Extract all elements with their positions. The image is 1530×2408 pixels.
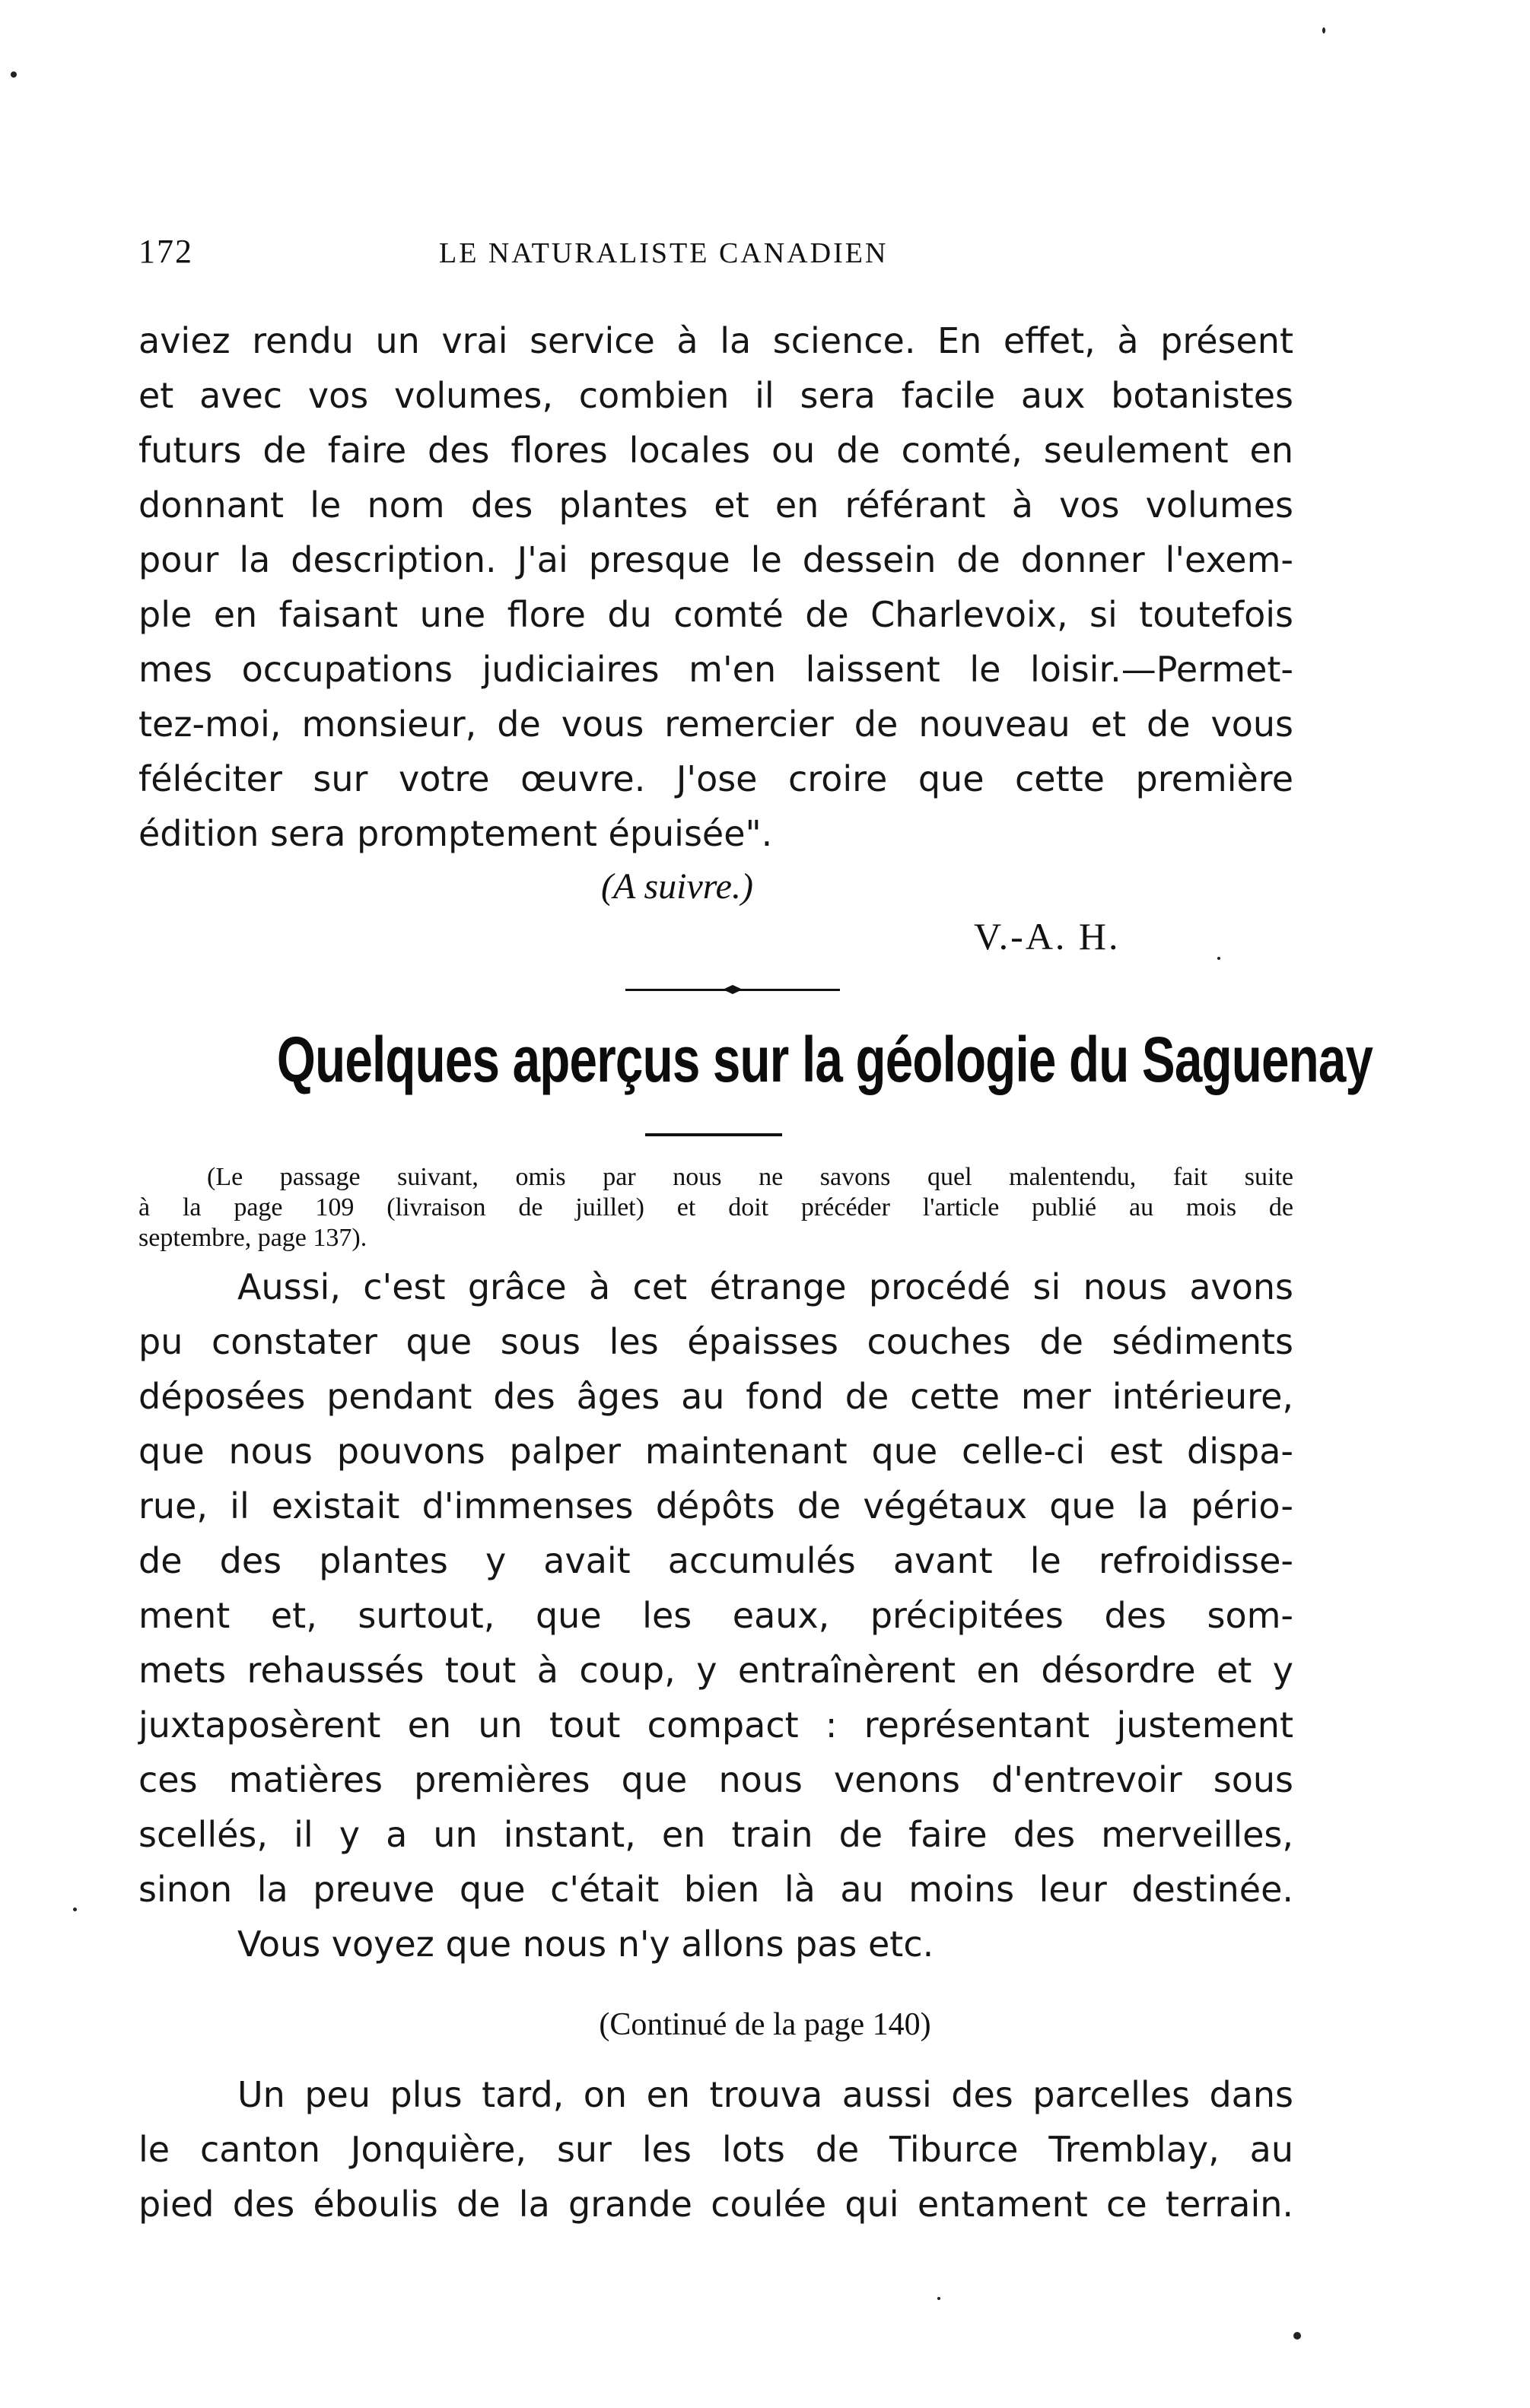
editorial-note (138, 1162, 1293, 1253)
text-line: mes occupations judiciaires m'en laissent le loisir.—Permet- (138, 649, 1293, 690)
section-divider-ornament (625, 984, 840, 995)
text-line: ces matières premières que nous venons d'entrevoir sous (138, 1759, 1293, 1800)
continued-from-note: (Continué de la page 140) (599, 2007, 931, 2042)
note-line: septembre, page 137). (138, 1224, 367, 1252)
text-line: scellés, il y a un instant, en train de faire des merveilles, (138, 1814, 1293, 1855)
title-underline-rule (645, 1133, 782, 1136)
text-line: Aussi, c'est grâce à cet étrange procédé si nous avons (237, 1266, 1293, 1307)
text-line: que nous pouvons palper maintenant que celle-ci est dispa- (138, 1431, 1293, 1472)
text-line: rue, il existait d'immenses dépôts de végétaux que la pério- (138, 1485, 1293, 1526)
text-line: et avec vos volumes, combien il sera facile aux botanistes (138, 375, 1293, 416)
scan-speck (73, 1908, 77, 1911)
note-line: à la page 109 (livraison de juillet) et doit précéder l'article publié au mois de (138, 1193, 1293, 1221)
text-line: le canton Jonquière, sur les lots de Tiburce Tremblay, au (138, 2129, 1293, 2170)
scan-speck (937, 2297, 940, 2300)
text-line: Un peu plus tard, on en trouva aussi des parcelles dans (237, 2074, 1293, 2115)
a-suivre-note: (A suivre.) (601, 866, 753, 907)
first-section-text (138, 313, 1293, 861)
text-line: donnant le nom des plantes et en référant à vos volumes (138, 484, 1293, 526)
text-line: de des plantes y avait accumulés avant le refroidisse- (138, 1540, 1293, 1581)
scan-speck (1217, 957, 1220, 960)
text-line: aviez rendu un vrai service à la science. En effet, à présent (138, 320, 1293, 361)
text-line: sinon la preuve que c'était bien là au moins leur destinée. (138, 1869, 1293, 1910)
scan-speck (11, 71, 17, 78)
final-paragraph (138, 2067, 1293, 2232)
text-line: tez-moi, monsieur, de vous remercier de nouveau et de vous (138, 704, 1293, 745)
divider-diamond (723, 985, 743, 994)
text-line: féléciter sur votre œuvre. J'ose croire que cette première (138, 758, 1293, 799)
text-line: mets rehaussés tout à coup, y entraînèrent en désordre et y (138, 1650, 1293, 1691)
article-title: Quelques aperçus sur la géologie du Saguenay (276, 1024, 1373, 1095)
text-line: ment et, surtout, que les eaux, précipitées des som- (138, 1595, 1293, 1636)
note-line: (Le passage suivant, omis par nous ne savons quel malentendu, fait suite (207, 1163, 1293, 1191)
text-line: ple en faisant une flore du comté de Charlevoix, si toutefois (138, 594, 1293, 635)
scan-speck (1322, 27, 1325, 33)
text-line: déposées pendant des âges au fond de cette mer intérieure, (138, 1376, 1293, 1417)
text-line: juxtaposèrent en un tout compact : représentant justement (138, 1704, 1293, 1746)
text-line: futurs de faire des flores locales ou de comté, seulement en (138, 430, 1293, 471)
running-title: LE NATURALISTE CANADIEN (439, 237, 889, 269)
scan-speck (1293, 2332, 1301, 2340)
text-line: Vous voyez que nous n'y allons pas etc. (237, 1924, 934, 1965)
article-paragraph (138, 1260, 1293, 1971)
text-line: édition sera promptement épuisée". (138, 813, 773, 854)
page-number: 172 (138, 233, 193, 270)
text-line: pour la description. J'ai presque le dessein de donner l'exem- (138, 539, 1293, 580)
page-header (138, 232, 1293, 293)
text-line: pied des éboulis de la grande coulée qui entament ce terrain. (138, 2184, 1293, 2225)
text-line: pu constater que sous les épaisses couches de sédiments (138, 1321, 1293, 1362)
signature: V.-A. H. (974, 915, 1121, 958)
